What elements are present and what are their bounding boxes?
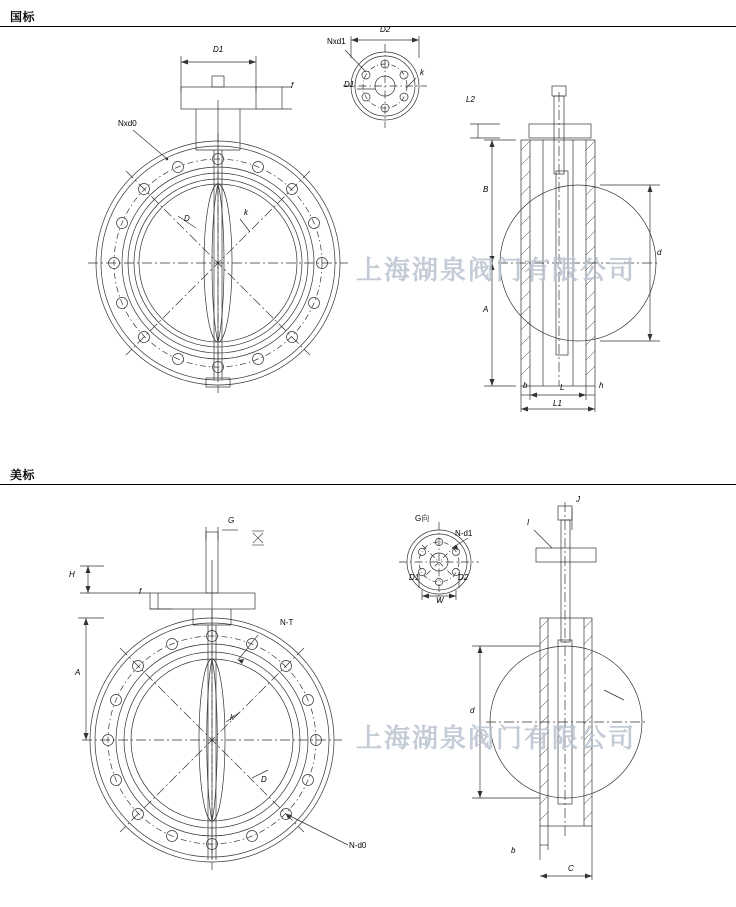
watermark-bottom: 上海湖泉阀门有限公司 bbox=[356, 724, 637, 754]
label-dim-f: f bbox=[291, 81, 294, 90]
label-dim-h-us: H bbox=[69, 570, 75, 579]
label-dim-d2: D2 bbox=[380, 25, 391, 34]
gb-side-view bbox=[470, 86, 660, 412]
gb-detail-view bbox=[343, 36, 427, 128]
section-title-us: 美标 bbox=[10, 468, 36, 482]
label-dim-j: J bbox=[576, 495, 580, 504]
label-dim-w: W bbox=[436, 596, 444, 605]
label-dim-k-us: k bbox=[230, 713, 234, 722]
label-dim-d1: D1 bbox=[213, 45, 224, 54]
us-side-view bbox=[472, 502, 648, 880]
gb-front-view bbox=[88, 56, 348, 393]
label-dim-n-d1: N-d1 bbox=[455, 529, 473, 538]
label-dim-l: L bbox=[560, 383, 565, 392]
label-dim-d2-us: D2 bbox=[458, 573, 469, 582]
label-dim-h: h bbox=[599, 381, 604, 390]
label-dim-a-us: A bbox=[75, 668, 81, 677]
label-dim-c-us: C bbox=[568, 864, 574, 873]
label-dim-b-us: b bbox=[511, 846, 516, 855]
label-dim-b: B bbox=[483, 185, 489, 194]
label-dim-l2: L2 bbox=[466, 95, 475, 104]
label-dim-d1-us: D1 bbox=[409, 573, 420, 582]
label-dim-k: k bbox=[244, 208, 248, 217]
label-dim-f-us: f bbox=[139, 587, 142, 596]
label-dim-a: A bbox=[483, 305, 489, 314]
label-dim-n-t: N-T bbox=[280, 618, 294, 627]
watermark-top: 上海湖泉阀门有限公司 bbox=[356, 256, 637, 286]
label-dim-d-side-us: d bbox=[470, 706, 475, 715]
label-dim-b-low: b bbox=[523, 381, 528, 390]
label-dim-n-d0: N-d0 bbox=[349, 841, 367, 850]
label-dim-l1: L1 bbox=[553, 399, 562, 408]
label-dim-g-xiang: G向 bbox=[415, 514, 430, 523]
label-dim-d: D bbox=[184, 214, 190, 223]
label-dim-d1b: D1 bbox=[344, 80, 355, 89]
label-dim-d-us: D bbox=[261, 775, 267, 784]
label-dim-nxd1: Nxd1 bbox=[327, 37, 346, 46]
label-dim-nxd0: Nxd0 bbox=[118, 119, 137, 128]
us-front-view bbox=[78, 527, 348, 870]
label-dim-d-right: d bbox=[657, 248, 662, 257]
label-dim-i: I bbox=[527, 518, 530, 527]
label-dim-k2: k bbox=[420, 68, 424, 77]
section-title-gb: 国标 bbox=[10, 10, 36, 24]
label-dim-g: G bbox=[228, 516, 235, 525]
